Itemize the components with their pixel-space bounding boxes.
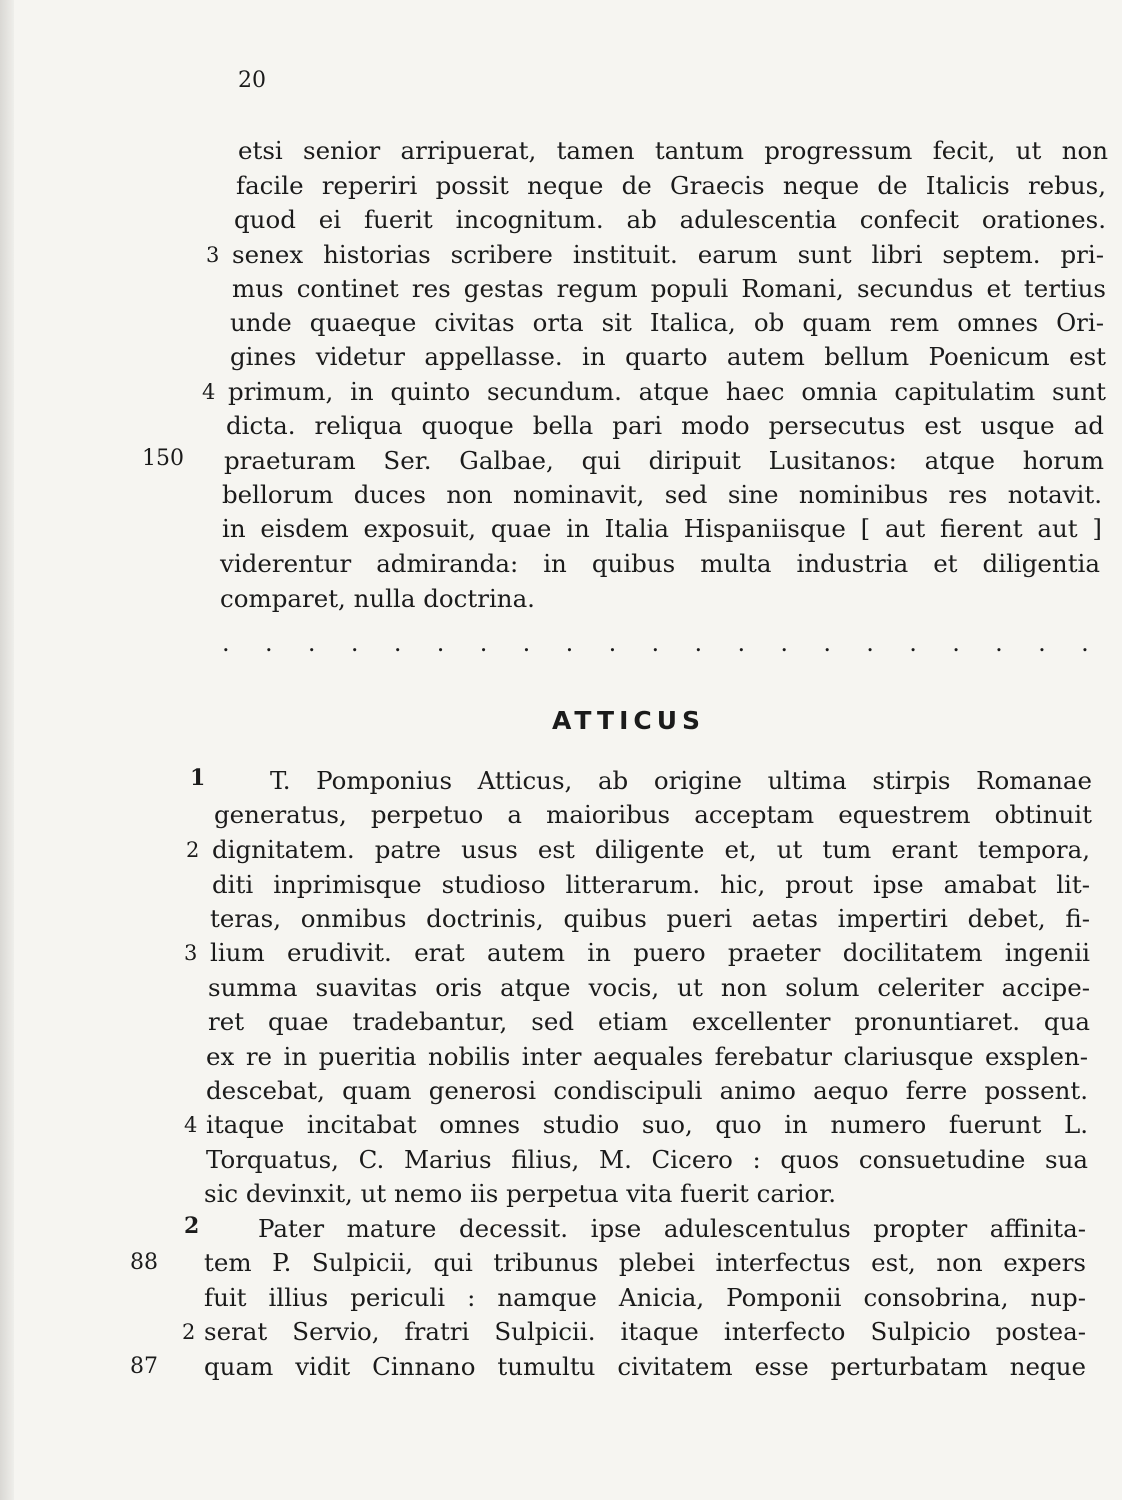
text-line: dignitatem. patre usus est diligente et, ut tum erant tempora, [212, 835, 1090, 864]
text-line: ex re in pueritia nobilis inter aequales ferebatur clariusque exsplen- [206, 1042, 1088, 1071]
text-line: gines videtur appellasse. in quarto autem bellum Poenicum est [230, 342, 1106, 371]
text-line: summa suavitas oris atque vocis, ut non solum celeriter accipe- [208, 973, 1090, 1002]
text-line: quod ei fuerit incognitum. ab adulescentia confecit orationes. [234, 205, 1106, 234]
page-number: 20 [238, 68, 266, 93]
margin-year: 150 [142, 446, 184, 471]
section-number: 2 [186, 838, 200, 862]
text-line: Pater mature decessit. ipse adulescentulus propter affinita- [258, 1214, 1086, 1243]
text-line: comparet, nulla doctrina. [220, 584, 535, 613]
chapter-number: 2 [184, 1213, 200, 1239]
text-line: praeturam Ser. Galbae, qui diripuit Lusitanos: atque horum [224, 446, 1104, 475]
text-line: serat Servio, fratri Sulpicii. itaque interfecto Sulpicio postea- [204, 1317, 1086, 1346]
text-line: Torquatus, C. Marius filius, M. Cicero : quos consuetudine sua [206, 1145, 1088, 1174]
text-line: mus continet res gestas regum populi Romani, secundus et tertius [232, 274, 1106, 303]
text-line: quam vidit Cinnano tumultu civitatem esse perturbatam neque [204, 1352, 1086, 1381]
section-number: 4 [184, 1113, 198, 1137]
text-line: in eisdem exposuit, quae in Italia Hispaniisque [ aut fierent aut ] [222, 514, 1102, 543]
text-line: senex historias scribere instituit. earum sunt libri septem. pri- [232, 240, 1104, 269]
page-edge [0, 0, 14, 1500]
ellipsis-dots: . . . . . . . . . . . . . . . . . . . . . [222, 629, 1090, 657]
section-number: 4 [202, 380, 216, 404]
text-line: diti inprimisque studioso litterarum. hic, prout ipse amabat lit- [212, 870, 1090, 899]
text-line: descebat, quam generosi condiscipuli animo aequo ferre possent. [206, 1076, 1088, 1105]
text-line: itaque incitabat omnes studio suo, quo in numero fuerunt L. [206, 1110, 1088, 1139]
text-line: tem P. Sulpicii, qui tribunus plebei interfectus est, non expers [204, 1248, 1086, 1277]
text-line: bellorum duces non nominavit, sed sine nominibus res notavit. [222, 480, 1102, 509]
text-line: generatus, perpetuo a maioribus acceptam equestrem obtinuit [214, 800, 1092, 829]
text-line: viderentur admiranda: in quibus multa industria et diligentia [220, 549, 1100, 578]
text-line: facile reperiri possit neque de Graecis neque de Italicis rebus, [236, 171, 1106, 200]
section-number: 3 [184, 941, 198, 965]
text-line: T. Pomponius Atticus, ab origine ultima stirpis Romanae [270, 766, 1092, 795]
margin-year: 88 [130, 1250, 158, 1275]
margin-year: 87 [130, 1354, 158, 1379]
text-line: ret quae tradebantur, sed etiam excellenter pronuntiaret. qua [208, 1007, 1090, 1036]
text-line: lium erudivit. erat autem in puero praeter docilitatem ingenii [210, 938, 1090, 967]
text-line: teras, onmibus doctrinis, quibus pueri aetas impertiri debet, fi- [210, 904, 1090, 933]
section-number: 2 [182, 1320, 196, 1344]
text-line: primum, in quinto secundum. atque haec omnia capitulatim sunt [228, 377, 1106, 406]
text-line: etsi senior arripuerat, tamen tantum progressum fecit, ut non [238, 136, 1108, 165]
section-heading: ATTICUS [552, 706, 706, 735]
text-line: dicta. reliqua quoque bella pari modo persecutus est usque ad [226, 411, 1104, 440]
chapter-number: 1 [190, 765, 206, 791]
section-number: 3 [206, 243, 220, 267]
text-line: unde quaeque civitas orta sit Italica, ob quam rem omnes Ori- [230, 308, 1104, 337]
text-line: fuit illius periculi : namque Anicia, Pomponii consobrina, nup- [204, 1283, 1086, 1312]
text-line: sic devinxit, ut nemo iis perpetua vita fuerit carior. [204, 1179, 837, 1208]
